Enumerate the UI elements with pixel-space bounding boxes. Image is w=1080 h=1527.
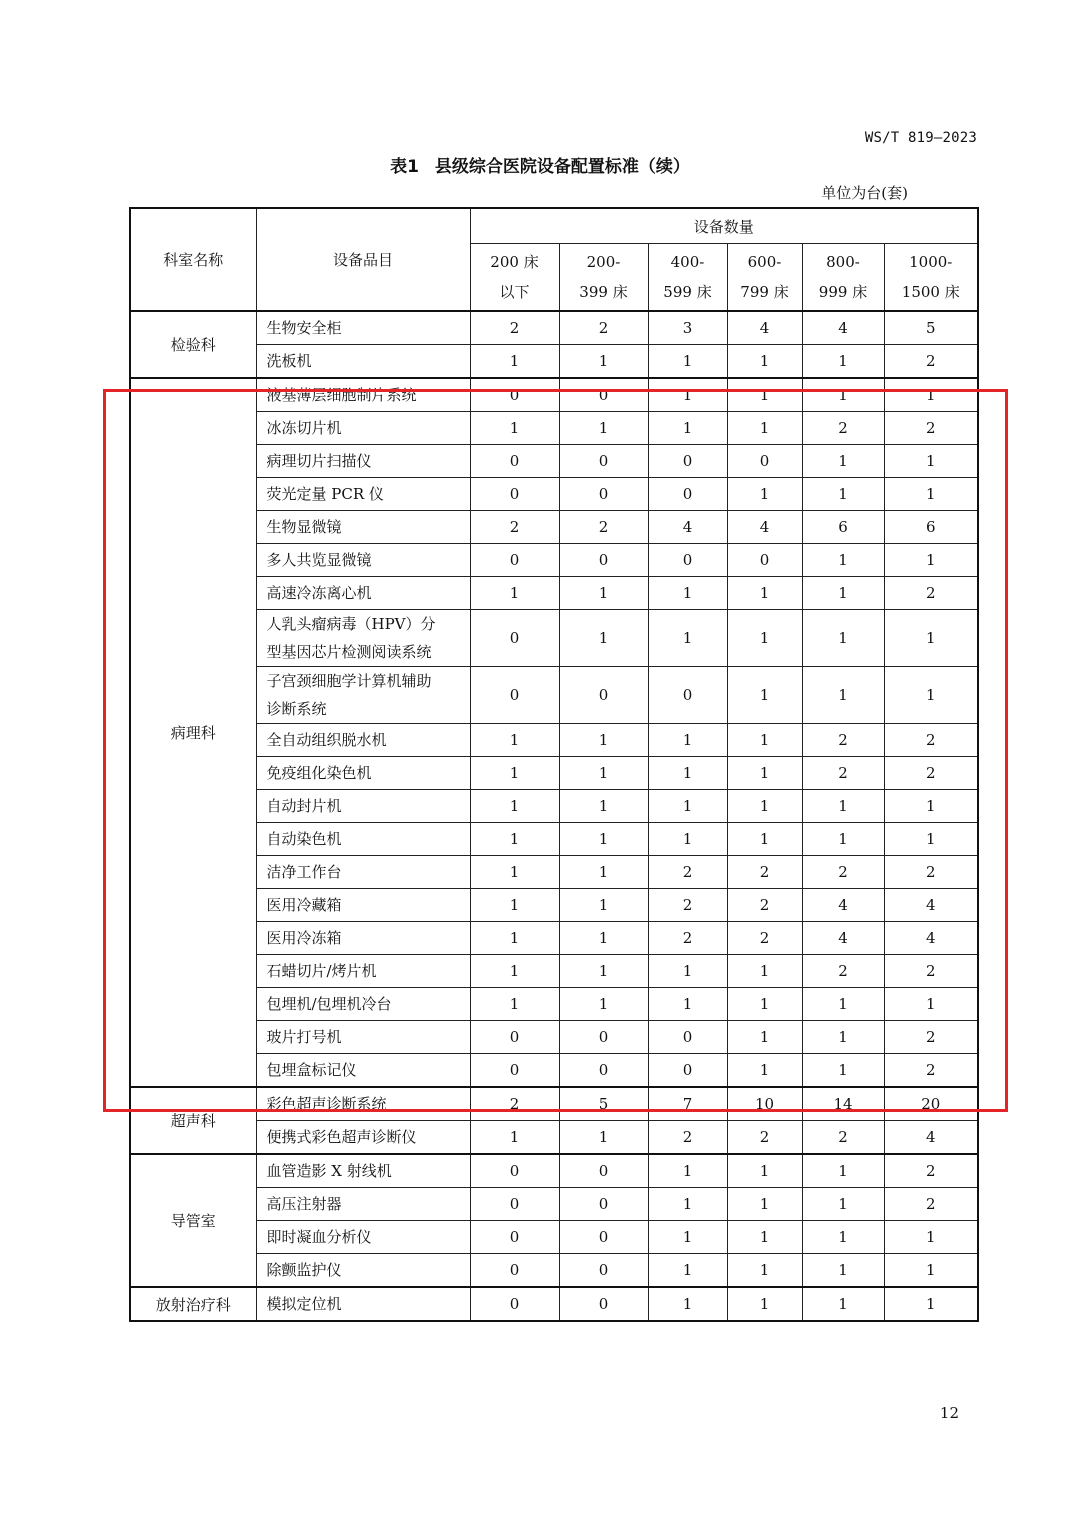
quantity-cell: 0 bbox=[470, 1221, 559, 1254]
bed-column-line1: 200 床 bbox=[490, 253, 539, 271]
quantity-cell: 6 bbox=[802, 511, 884, 544]
quantity-cell: 1 bbox=[802, 544, 884, 577]
quantity-cell: 1 bbox=[884, 1254, 978, 1288]
quantity-cell: 2 bbox=[802, 724, 884, 757]
quantity-cell: 0 bbox=[727, 445, 802, 478]
quantity-cell: 1 bbox=[559, 757, 648, 790]
quantity-cell: 0 bbox=[470, 1054, 559, 1088]
bed-column-line2: 599 床 bbox=[663, 283, 712, 301]
table-row bbox=[130, 757, 978, 790]
quantity-cell: 2 bbox=[884, 1154, 978, 1188]
quantity-cell: 2 bbox=[559, 511, 648, 544]
quantity-cell: 2 bbox=[470, 511, 559, 544]
quantity-cell: 1 bbox=[559, 724, 648, 757]
table-row bbox=[130, 511, 978, 544]
equipment-item-line: 诊断系统 bbox=[266, 700, 327, 718]
quantity-cell: 0 bbox=[470, 1154, 559, 1188]
quantity-cell: 1 bbox=[559, 790, 648, 823]
quantity-cell: 4 bbox=[884, 889, 978, 922]
quantity-cell: 1 bbox=[727, 412, 802, 445]
quantity-cell: 1 bbox=[727, 757, 802, 790]
equipment-item: 多人共览显微镜 bbox=[256, 544, 470, 577]
equipment-item: 高压注射器 bbox=[256, 1188, 470, 1221]
department-name: 导管室 bbox=[130, 1154, 256, 1287]
bed-column-header bbox=[727, 244, 802, 312]
quantity-cell: 4 bbox=[884, 922, 978, 955]
table-row bbox=[130, 412, 978, 445]
equipment-table bbox=[129, 207, 979, 1322]
table-row bbox=[130, 922, 978, 955]
quantity-cell: 1 bbox=[470, 856, 559, 889]
quantity-cell: 7 bbox=[648, 1087, 727, 1121]
equipment-item bbox=[256, 667, 470, 724]
quantity-cell: 0 bbox=[727, 544, 802, 577]
quantity-cell: 14 bbox=[802, 1087, 884, 1121]
unit-note: 单位为台(套) bbox=[821, 184, 908, 202]
quantity-cell: 0 bbox=[470, 1287, 559, 1321]
quantity-cell: 0 bbox=[470, 378, 559, 412]
quantity-cell: 0 bbox=[648, 1054, 727, 1088]
quantity-cell: 1 bbox=[802, 1287, 884, 1321]
quantity-cell: 2 bbox=[470, 311, 559, 345]
quantity-cell: 1 bbox=[884, 1221, 978, 1254]
quantity-cell: 1 bbox=[727, 1154, 802, 1188]
equipment-item: 荧光定量 PCR 仪 bbox=[256, 478, 470, 511]
table-row bbox=[130, 1254, 978, 1288]
quantity-cell: 1 bbox=[884, 823, 978, 856]
header-item: 设备品目 bbox=[256, 208, 470, 311]
quantity-cell: 2 bbox=[727, 1121, 802, 1155]
quantity-cell: 1 bbox=[727, 790, 802, 823]
quantity-cell: 4 bbox=[802, 922, 884, 955]
table-row bbox=[130, 478, 978, 511]
quantity-cell: 1 bbox=[884, 1287, 978, 1321]
table-row bbox=[130, 378, 978, 412]
quantity-cell: 1 bbox=[559, 922, 648, 955]
quantity-cell: 1 bbox=[884, 445, 978, 478]
quantity-cell: 0 bbox=[470, 610, 559, 667]
quantity-cell: 1 bbox=[802, 345, 884, 379]
quantity-cell: 0 bbox=[470, 1188, 559, 1221]
quantity-cell: 2 bbox=[648, 922, 727, 955]
equipment-item: 玻片打号机 bbox=[256, 1021, 470, 1054]
quantity-cell: 2 bbox=[802, 1121, 884, 1155]
header-quantity: 设备数量 bbox=[470, 208, 978, 244]
quantity-cell: 1 bbox=[648, 724, 727, 757]
equipment-item: 高速冷冻离心机 bbox=[256, 577, 470, 610]
table-row bbox=[130, 1021, 978, 1054]
equipment-item: 全自动组织脱水机 bbox=[256, 724, 470, 757]
equipment-item: 生物显微镜 bbox=[256, 511, 470, 544]
quantity-cell: 2 bbox=[884, 577, 978, 610]
equipment-item-line: 子宫颈细胞学计算机辅助 bbox=[266, 672, 432, 690]
quantity-cell: 0 bbox=[559, 478, 648, 511]
quantity-cell: 1 bbox=[802, 988, 884, 1021]
equipment-item bbox=[256, 610, 470, 667]
quantity-cell: 2 bbox=[884, 412, 978, 445]
bed-column-line2: 999 床 bbox=[818, 283, 868, 301]
equipment-item: 免疫组化染色机 bbox=[256, 757, 470, 790]
quantity-cell: 1 bbox=[727, 667, 802, 724]
table-row bbox=[130, 790, 978, 823]
equipment-item: 医用冷冻箱 bbox=[256, 922, 470, 955]
quantity-cell: 1 bbox=[559, 610, 648, 667]
bed-column-line2: 1500 床 bbox=[901, 283, 960, 301]
quantity-cell: 1 bbox=[559, 823, 648, 856]
equipment-item: 医用冷藏箱 bbox=[256, 889, 470, 922]
table-row bbox=[130, 988, 978, 1021]
quantity-cell: 1 bbox=[648, 1221, 727, 1254]
bed-column-line1: 400- bbox=[670, 253, 705, 271]
table-row bbox=[130, 1154, 978, 1188]
quantity-cell: 1 bbox=[648, 378, 727, 412]
bed-column-line1: 600- bbox=[747, 253, 782, 271]
quantity-cell: 1 bbox=[802, 1221, 884, 1254]
bed-column-header bbox=[648, 244, 727, 312]
quantity-cell: 1 bbox=[470, 955, 559, 988]
table-row bbox=[130, 955, 978, 988]
quantity-cell: 1 bbox=[648, 823, 727, 856]
quantity-cell: 0 bbox=[559, 445, 648, 478]
bed-column-line2: 399 床 bbox=[579, 283, 628, 301]
quantity-cell: 2 bbox=[802, 757, 884, 790]
table-row bbox=[130, 724, 978, 757]
quantity-cell: 4 bbox=[727, 511, 802, 544]
table-row bbox=[130, 889, 978, 922]
quantity-cell: 4 bbox=[802, 311, 884, 345]
table-row bbox=[130, 667, 978, 724]
quantity-cell: 2 bbox=[559, 311, 648, 345]
quantity-cell: 1 bbox=[802, 577, 884, 610]
quantity-cell: 1 bbox=[727, 577, 802, 610]
quantity-cell: 0 bbox=[648, 478, 727, 511]
quantity-cell: 4 bbox=[802, 889, 884, 922]
quantity-cell: 1 bbox=[648, 1254, 727, 1288]
table-row bbox=[130, 823, 978, 856]
standard-code: WS/T 819—2023 bbox=[864, 130, 977, 146]
quantity-cell: 1 bbox=[470, 724, 559, 757]
quantity-cell: 1 bbox=[648, 610, 727, 667]
quantity-cell: 0 bbox=[559, 378, 648, 412]
quantity-cell: 0 bbox=[559, 1054, 648, 1088]
table-row bbox=[130, 577, 978, 610]
equipment-item: 自动封片机 bbox=[256, 790, 470, 823]
table-row bbox=[130, 1188, 978, 1221]
quantity-cell: 0 bbox=[648, 1021, 727, 1054]
equipment-item: 便携式彩色超声诊断仪 bbox=[256, 1121, 470, 1155]
quantity-cell: 1 bbox=[648, 955, 727, 988]
quantity-cell: 4 bbox=[727, 311, 802, 345]
quantity-cell: 1 bbox=[727, 823, 802, 856]
quantity-cell: 2 bbox=[802, 412, 884, 445]
quantity-cell: 1 bbox=[802, 1054, 884, 1088]
quantity-cell: 1 bbox=[727, 1254, 802, 1288]
quantity-cell: 0 bbox=[470, 667, 559, 724]
table-row bbox=[130, 1054, 978, 1088]
quantity-cell: 1 bbox=[802, 667, 884, 724]
quantity-cell: 4 bbox=[884, 1121, 978, 1155]
quantity-cell: 1 bbox=[559, 856, 648, 889]
quantity-cell: 2 bbox=[648, 889, 727, 922]
equipment-item: 液基薄层细胞制片系统 bbox=[256, 378, 470, 412]
quantity-cell: 0 bbox=[559, 1154, 648, 1188]
equipment-item: 石蜡切片/烤片机 bbox=[256, 955, 470, 988]
quantity-cell: 1 bbox=[648, 988, 727, 1021]
quantity-cell: 1 bbox=[727, 724, 802, 757]
quantity-cell: 1 bbox=[727, 1287, 802, 1321]
bed-column-header bbox=[802, 244, 884, 312]
quantity-cell: 1 bbox=[470, 823, 559, 856]
quantity-cell: 1 bbox=[470, 1121, 559, 1155]
department-name: 放射治疗科 bbox=[130, 1287, 256, 1321]
quantity-cell: 1 bbox=[884, 478, 978, 511]
quantity-cell: 1 bbox=[559, 577, 648, 610]
quantity-cell: 0 bbox=[559, 1287, 648, 1321]
bed-column-header bbox=[884, 244, 978, 312]
equipment-item: 洁净工作台 bbox=[256, 856, 470, 889]
quantity-cell: 1 bbox=[802, 378, 884, 412]
equipment-item: 病理切片扫描仪 bbox=[256, 445, 470, 478]
table-row bbox=[130, 445, 978, 478]
equipment-item: 血管造影 X 射线机 bbox=[256, 1154, 470, 1188]
quantity-cell: 1 bbox=[727, 478, 802, 511]
quantity-cell: 2 bbox=[727, 889, 802, 922]
table-number: 表1 bbox=[390, 157, 419, 177]
quantity-cell: 2 bbox=[884, 1054, 978, 1088]
department-name: 病理科 bbox=[130, 378, 256, 1087]
table-title-text: 县级综合医院设备配置标准（续） bbox=[434, 157, 690, 177]
quantity-cell: 3 bbox=[648, 311, 727, 345]
quantity-cell: 1 bbox=[884, 988, 978, 1021]
quantity-cell: 1 bbox=[559, 345, 648, 379]
quantity-cell: 1 bbox=[727, 1021, 802, 1054]
table-row bbox=[130, 544, 978, 577]
equipment-item: 生物安全柜 bbox=[256, 311, 470, 345]
equipment-item: 模拟定位机 bbox=[256, 1287, 470, 1321]
quantity-cell: 1 bbox=[648, 1287, 727, 1321]
equipment-item: 彩色超声诊断系统 bbox=[256, 1087, 470, 1121]
quantity-cell: 5 bbox=[559, 1087, 648, 1121]
quantity-cell: 4 bbox=[648, 511, 727, 544]
quantity-cell: 1 bbox=[648, 1188, 727, 1221]
quantity-cell: 1 bbox=[470, 988, 559, 1021]
quantity-cell: 1 bbox=[648, 757, 727, 790]
quantity-cell: 1 bbox=[470, 790, 559, 823]
table-row bbox=[130, 1221, 978, 1254]
quantity-cell: 1 bbox=[559, 889, 648, 922]
quantity-cell: 1 bbox=[802, 790, 884, 823]
quantity-cell: 1 bbox=[648, 412, 727, 445]
header-department: 科室名称 bbox=[130, 208, 256, 311]
quantity-cell: 2 bbox=[802, 856, 884, 889]
quantity-cell: 1 bbox=[648, 790, 727, 823]
bed-column-header bbox=[470, 244, 559, 312]
quantity-cell: 1 bbox=[884, 610, 978, 667]
quantity-cell: 1 bbox=[802, 1188, 884, 1221]
quantity-cell: 1 bbox=[648, 345, 727, 379]
quantity-cell: 0 bbox=[470, 1254, 559, 1288]
quantity-cell: 1 bbox=[727, 1054, 802, 1088]
quantity-cell: 1 bbox=[559, 955, 648, 988]
quantity-cell: 0 bbox=[559, 1188, 648, 1221]
quantity-cell: 1 bbox=[802, 1154, 884, 1188]
quantity-cell: 1 bbox=[559, 1121, 648, 1155]
equipment-item: 洗板机 bbox=[256, 345, 470, 379]
quantity-cell: 1 bbox=[648, 1154, 727, 1188]
quantity-cell: 0 bbox=[648, 445, 727, 478]
quantity-cell: 1 bbox=[470, 922, 559, 955]
quantity-cell: 1 bbox=[802, 610, 884, 667]
quantity-cell: 2 bbox=[884, 757, 978, 790]
bed-column-line2: 799 床 bbox=[740, 283, 789, 301]
table-row bbox=[130, 1121, 978, 1155]
bed-column-header bbox=[559, 244, 648, 312]
quantity-cell: 1 bbox=[470, 889, 559, 922]
quantity-cell: 0 bbox=[559, 667, 648, 724]
quantity-cell: 2 bbox=[727, 922, 802, 955]
quantity-cell: 1 bbox=[727, 1221, 802, 1254]
quantity-cell: 1 bbox=[884, 544, 978, 577]
bed-column-line1: 800- bbox=[826, 253, 860, 271]
quantity-cell: 0 bbox=[470, 1021, 559, 1054]
quantity-cell: 1 bbox=[559, 412, 648, 445]
department-name: 超声科 bbox=[130, 1087, 256, 1154]
quantity-cell: 0 bbox=[470, 478, 559, 511]
quantity-cell: 1 bbox=[470, 577, 559, 610]
table-row bbox=[130, 311, 978, 345]
quantity-cell: 2 bbox=[884, 1188, 978, 1221]
quantity-cell: 1 bbox=[884, 667, 978, 724]
quantity-cell: 1 bbox=[802, 445, 884, 478]
quantity-cell: 1 bbox=[727, 1188, 802, 1221]
quantity-cell: 0 bbox=[470, 445, 559, 478]
equipment-item: 自动染色机 bbox=[256, 823, 470, 856]
quantity-cell: 20 bbox=[884, 1087, 978, 1121]
quantity-cell: 0 bbox=[559, 1021, 648, 1054]
table-body bbox=[130, 311, 978, 1321]
quantity-cell: 1 bbox=[727, 345, 802, 379]
table-row bbox=[130, 610, 978, 667]
quantity-cell: 2 bbox=[470, 1087, 559, 1121]
quantity-cell: 2 bbox=[648, 856, 727, 889]
quantity-cell: 0 bbox=[559, 544, 648, 577]
quantity-cell: 0 bbox=[470, 544, 559, 577]
quantity-cell: 0 bbox=[648, 667, 727, 724]
table-row bbox=[130, 345, 978, 379]
department-name: 检验科 bbox=[130, 311, 256, 378]
page-number: 12 bbox=[939, 1404, 959, 1422]
quantity-cell: 0 bbox=[559, 1254, 648, 1288]
table-row bbox=[130, 1087, 978, 1121]
quantity-cell: 1 bbox=[470, 412, 559, 445]
bed-column-line1: 1000- bbox=[909, 253, 953, 271]
quantity-cell: 1 bbox=[727, 610, 802, 667]
bed-column-line2: 以下 bbox=[499, 283, 530, 301]
quantity-cell: 10 bbox=[727, 1087, 802, 1121]
quantity-cell: 2 bbox=[884, 856, 978, 889]
quantity-cell: 1 bbox=[559, 988, 648, 1021]
quantity-cell: 1 bbox=[727, 988, 802, 1021]
bed-column-line1: 200- bbox=[586, 253, 621, 271]
quantity-cell: 2 bbox=[884, 955, 978, 988]
quantity-cell: 2 bbox=[884, 724, 978, 757]
equipment-item: 包埋机/包埋机冷台 bbox=[256, 988, 470, 1021]
quantity-cell: 1 bbox=[470, 345, 559, 379]
quantity-cell: 2 bbox=[802, 955, 884, 988]
quantity-cell: 1 bbox=[648, 577, 727, 610]
quantity-cell: 0 bbox=[648, 544, 727, 577]
equipment-item-line: 型基因芯片检测阅读系统 bbox=[266, 643, 432, 661]
quantity-cell: 1 bbox=[470, 757, 559, 790]
quantity-cell: 1 bbox=[727, 955, 802, 988]
quantity-cell: 1 bbox=[802, 478, 884, 511]
quantity-cell: 1 bbox=[802, 1021, 884, 1054]
quantity-cell: 2 bbox=[884, 1021, 978, 1054]
quantity-cell: 0 bbox=[559, 1221, 648, 1254]
quantity-cell: 1 bbox=[802, 823, 884, 856]
quantity-cell: 6 bbox=[884, 511, 978, 544]
equipment-item-line: 人乳头瘤病毒（HPV）分 bbox=[266, 615, 436, 633]
quantity-cell: 1 bbox=[802, 1254, 884, 1288]
quantity-cell: 1 bbox=[727, 378, 802, 412]
quantity-cell: 2 bbox=[884, 345, 978, 379]
table-row bbox=[130, 1287, 978, 1321]
equipment-item: 冰冻切片机 bbox=[256, 412, 470, 445]
quantity-cell: 2 bbox=[727, 856, 802, 889]
equipment-item: 除颤监护仪 bbox=[256, 1254, 470, 1288]
quantity-cell: 2 bbox=[648, 1121, 727, 1155]
equipment-item: 即时凝血分析仪 bbox=[256, 1221, 470, 1254]
quantity-cell: 1 bbox=[884, 790, 978, 823]
table-title bbox=[0, 152, 1080, 177]
equipment-item: 包埋盒标记仪 bbox=[256, 1054, 470, 1088]
table-row bbox=[130, 856, 978, 889]
quantity-cell: 1 bbox=[884, 378, 978, 412]
quantity-cell: 5 bbox=[884, 311, 978, 345]
